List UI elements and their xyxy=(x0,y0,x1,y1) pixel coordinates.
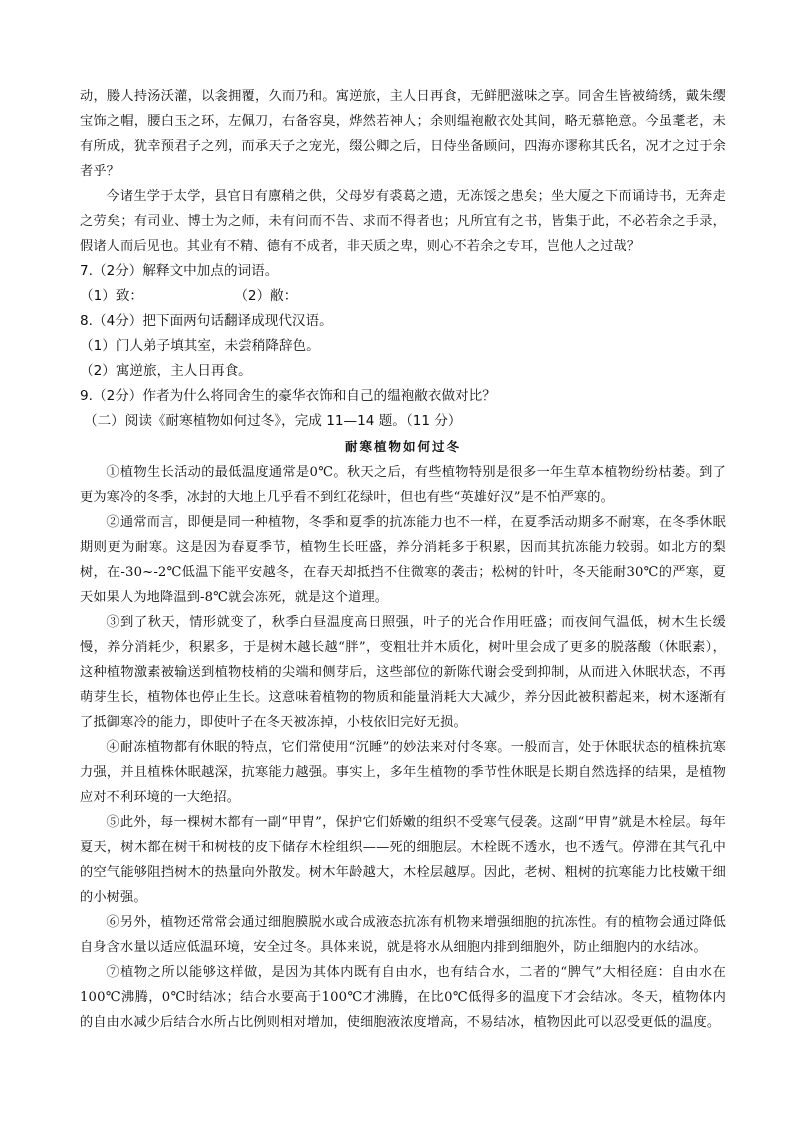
question-7-item-1: （1）致： xyxy=(80,288,144,304)
question-8-item-1: （1）门人弟子填其室，未尝稍降辞色。 xyxy=(80,338,320,354)
article-paragraph: ①植物生长活动的最低温度通常是0℃。秋天之后，有些植物特别是很多一年生草本植物纷纷枯萎。到了更为寒冷的冬季，冰封的大地上几乎看不到红花绿叶，但也有些“英雄好汉”是不怕严寒的。 xyxy=(80,465,726,505)
question-8: 8.（4分）把下面两句话翻译成现代汉语。 xyxy=(80,313,333,329)
article-paragraph: ⑦植物之所以能够这样做，是因为其体内既有自由水，也有结合水，二者的“脾气”大相径庭：自由水在100℃沸腾，0℃时结冰；结合水要高于100℃才沸腾，在比0℃低得多的温度下才会结冰。冬天，植物体内的自由水减少后结合水所占比例则相对增加，使细胞液浓度增高，不易结冰，植物因此可以忍受更低的温度。 xyxy=(80,965,726,1030)
passage-paragraph: 动，媵人持汤沃灌，以衾拥覆，久而乃和。寓逆旅，主人日再食，无鲜肥滋味之享。同舍生皆被绮绣，戴朱缨宝饰之帽，腰白玉之环，左佩刀，右备容臭，烨然若神人；余则缊袍敝衣处其间，略无慕艳意。今虽耄老，未有所成，犹幸预君子之列，而承天子之宠光，缀公卿之后，日侍坐备顾问，四海亦谬称其氏名，况才之过于余者乎？ xyxy=(80,89,726,179)
question-7-answer-row xyxy=(80,284,726,309)
passage-paragraph: 今诸生学于太学，县官日有廪稍之供，父母岁有裘葛之遗，无冻馁之患矣；坐大厦之下而诵诗书，无奔走之劳矣；有司业、博士为之师，未有问而不告、求而不得者也；凡所宜有之书，皆集于此，不必若余之手录，假诸人而后见也。其业有不精、德有不成者，非天质之卑，则心不若余之专耳，岂他人之过哉？ xyxy=(80,189,726,254)
article-title: 耐寒植物如何过冬 xyxy=(344,439,461,454)
question-7-item-2: （2）敝： xyxy=(234,288,298,304)
question-9: 9.（2分）作者为什么将同舍生的豪华衣饰和自己的缊袍敝衣做对比？ xyxy=(80,388,496,404)
section-2-heading: （二）阅读《耐寒植物如何过冬》，完成 11—14 题。（11 分） xyxy=(84,413,462,429)
article-paragraph: ②通常而言，即便是同一种植物，冬季和夏季的抗冻能力也不一样，在夏季活动期多不耐寒，在冬季休眠期则更为耐寒。这是因为春夏季节，植物生长旺盛，养分消耗多于积累，因而其抗冻能力较弱。如北方的梨树，在-30~-2℃低温下能平安越冬，在春天却抵挡不住微寒的袭击；松树的针叶，冬天能耐30℃的严寒，夏天如果人为地降温到-8℃就会冻死，就是这个道理。 xyxy=(80,515,726,605)
question-7: 7.（2分）解释文中加点的词语。 xyxy=(80,263,279,279)
article-paragraph: ④耐冻植物都有休眠的特点，它们常使用“沉睡”的妙法来对付冬寒。一般而言，处于休眠状态的植株抗寒力强，并且植株休眠越深，抗寒能力越强。事实上，多年生植物的季节性休眠是长期自然选择的结果，是植物应对不利环境的一大绝招。 xyxy=(80,740,726,805)
question-8-item-2: （2）寓逆旅，主人日再食。 xyxy=(80,363,252,379)
article-paragraph: ⑥另外，植物还常常会通过细胞膜脱水或合成液态抗冻有机物来增强细胞的抗冻性。有的植物会通过降低自身含水量以适应低温环境，安全过冬。具体来说，就是将水从细胞内排到细胞外，防止细胞内的水结冰。 xyxy=(80,915,726,955)
article-paragraph: ⑤此外，每一棵树木都有一副“甲胄”，保护它们娇嫩的组织不受寒气侵袭。这副“甲胄”就是木栓层。每年夏天，树木都在树干和树枝的皮下储存木栓组织——死的细胞层。木栓既不透水，也不透气。停滞在其气孔中的空气能够阻挡树木的热量向外散发。树木年龄越大，木栓层越厚。因此，老树、粗树的抗寒能力比枝嫩干细的小树强。 xyxy=(80,815,726,905)
article-paragraph: ③到了秋天，情形就变了，秋季白昼温度高日照强，叶子的光合作用旺盛；而夜间气温低，树木生长缓慢，养分消耗少，积累多，于是树木越长越“胖”，变粗壮并木质化，树叶里会成了更多的脱落酸（休眠素），这种植物激素被输送到植物枝梢的尖端和侧芽后，这些部位的新陈代谢会受到抑制，从而进入休眠状态，不再萌芽生长，植物体也停止生长。这意味着植物的物质和能量消耗大大减少，养分因此被积蓄起来，树木逐渐有了抵御寒冷的能力，即使叶子在冬天被冻掉，小枝依旧完好无损。 xyxy=(80,615,726,730)
